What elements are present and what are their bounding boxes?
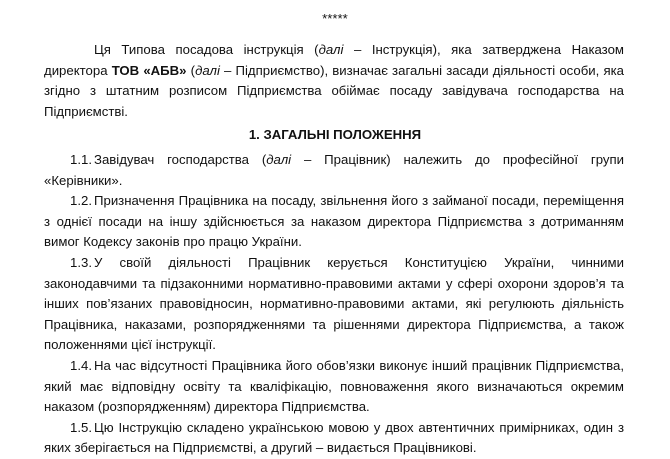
item-text: У своїй діяльності Працівник керується Конституцією України, чинними законодавчими та підзаконними нормативно-правовими актами у сфері охорони здоров’я та інших пов’язаних правовідносин, нормативно-правовими актами, які регулюють діяльність Працівника, наказами, розпорядженнями та рішеннями директора Підприємства, а також положеннями цієї інструкції. (44, 254, 624, 353)
item-number: 1.2. (70, 193, 92, 209)
item-text: – Працівник) належить до професійної групи «Керівники». (44, 152, 625, 188)
item-number: 1.4. (70, 357, 92, 373)
list-item (44, 253, 624, 356)
item-text: Призначення Працівника на посаду, звільнення його з займаної посади, переміщення з однієї посади на іншу здійснюється за наказом директора Підприємства з дотриманням вимог Кодексу законів про працю України. (44, 193, 624, 250)
intro-text: Ця Типова посадова інструкція ( (94, 42, 319, 57)
item-alias: далі (266, 152, 292, 167)
intro-paragraph (44, 40, 624, 122)
item-number: 1.1. (70, 152, 92, 167)
company-name: ТОВ «АБВ» (111, 62, 187, 78)
item-number: 1.3. (70, 254, 92, 270)
item-text: На час відсутності Працівника його обов’язки виконує інший працівник Підприємства, який має відповідну освіту та кваліфікацію, повноваження якого визначаються окремим наказом (розпорядженням) директора Підприємства. (44, 357, 624, 415)
section-items (44, 150, 624, 459)
list-item (44, 150, 624, 191)
list-item (44, 418, 624, 459)
intro-alias: далі (318, 42, 344, 57)
section-title: 1. ЗАГАЛЬНІ ПОЛОЖЕННЯ (248, 127, 422, 142)
item-text: Цю Інструкцію складено українською мовою у двох автентичних примірниках, один з яких зберігається на Підприємстві, а другий – видається Працівникові. (44, 419, 624, 456)
separator: ***** (322, 11, 348, 26)
intro-alias: далі (195, 62, 220, 78)
item-number: 1.5. (70, 419, 92, 435)
intro-text: – Підприємство), визначає загальні засади діяльності особи, яка згідно з штатним розписом Підприємства обіймає посаду завідувача господарства на Підприємстві. (44, 62, 625, 119)
list-item (44, 356, 624, 418)
item-text: Завідувач господарства ( (94, 152, 267, 167)
list-item (44, 191, 624, 253)
intro-text: ( (186, 62, 196, 78)
intro-text: – Інструкція), яка затверджена Наказом директора (44, 42, 624, 78)
